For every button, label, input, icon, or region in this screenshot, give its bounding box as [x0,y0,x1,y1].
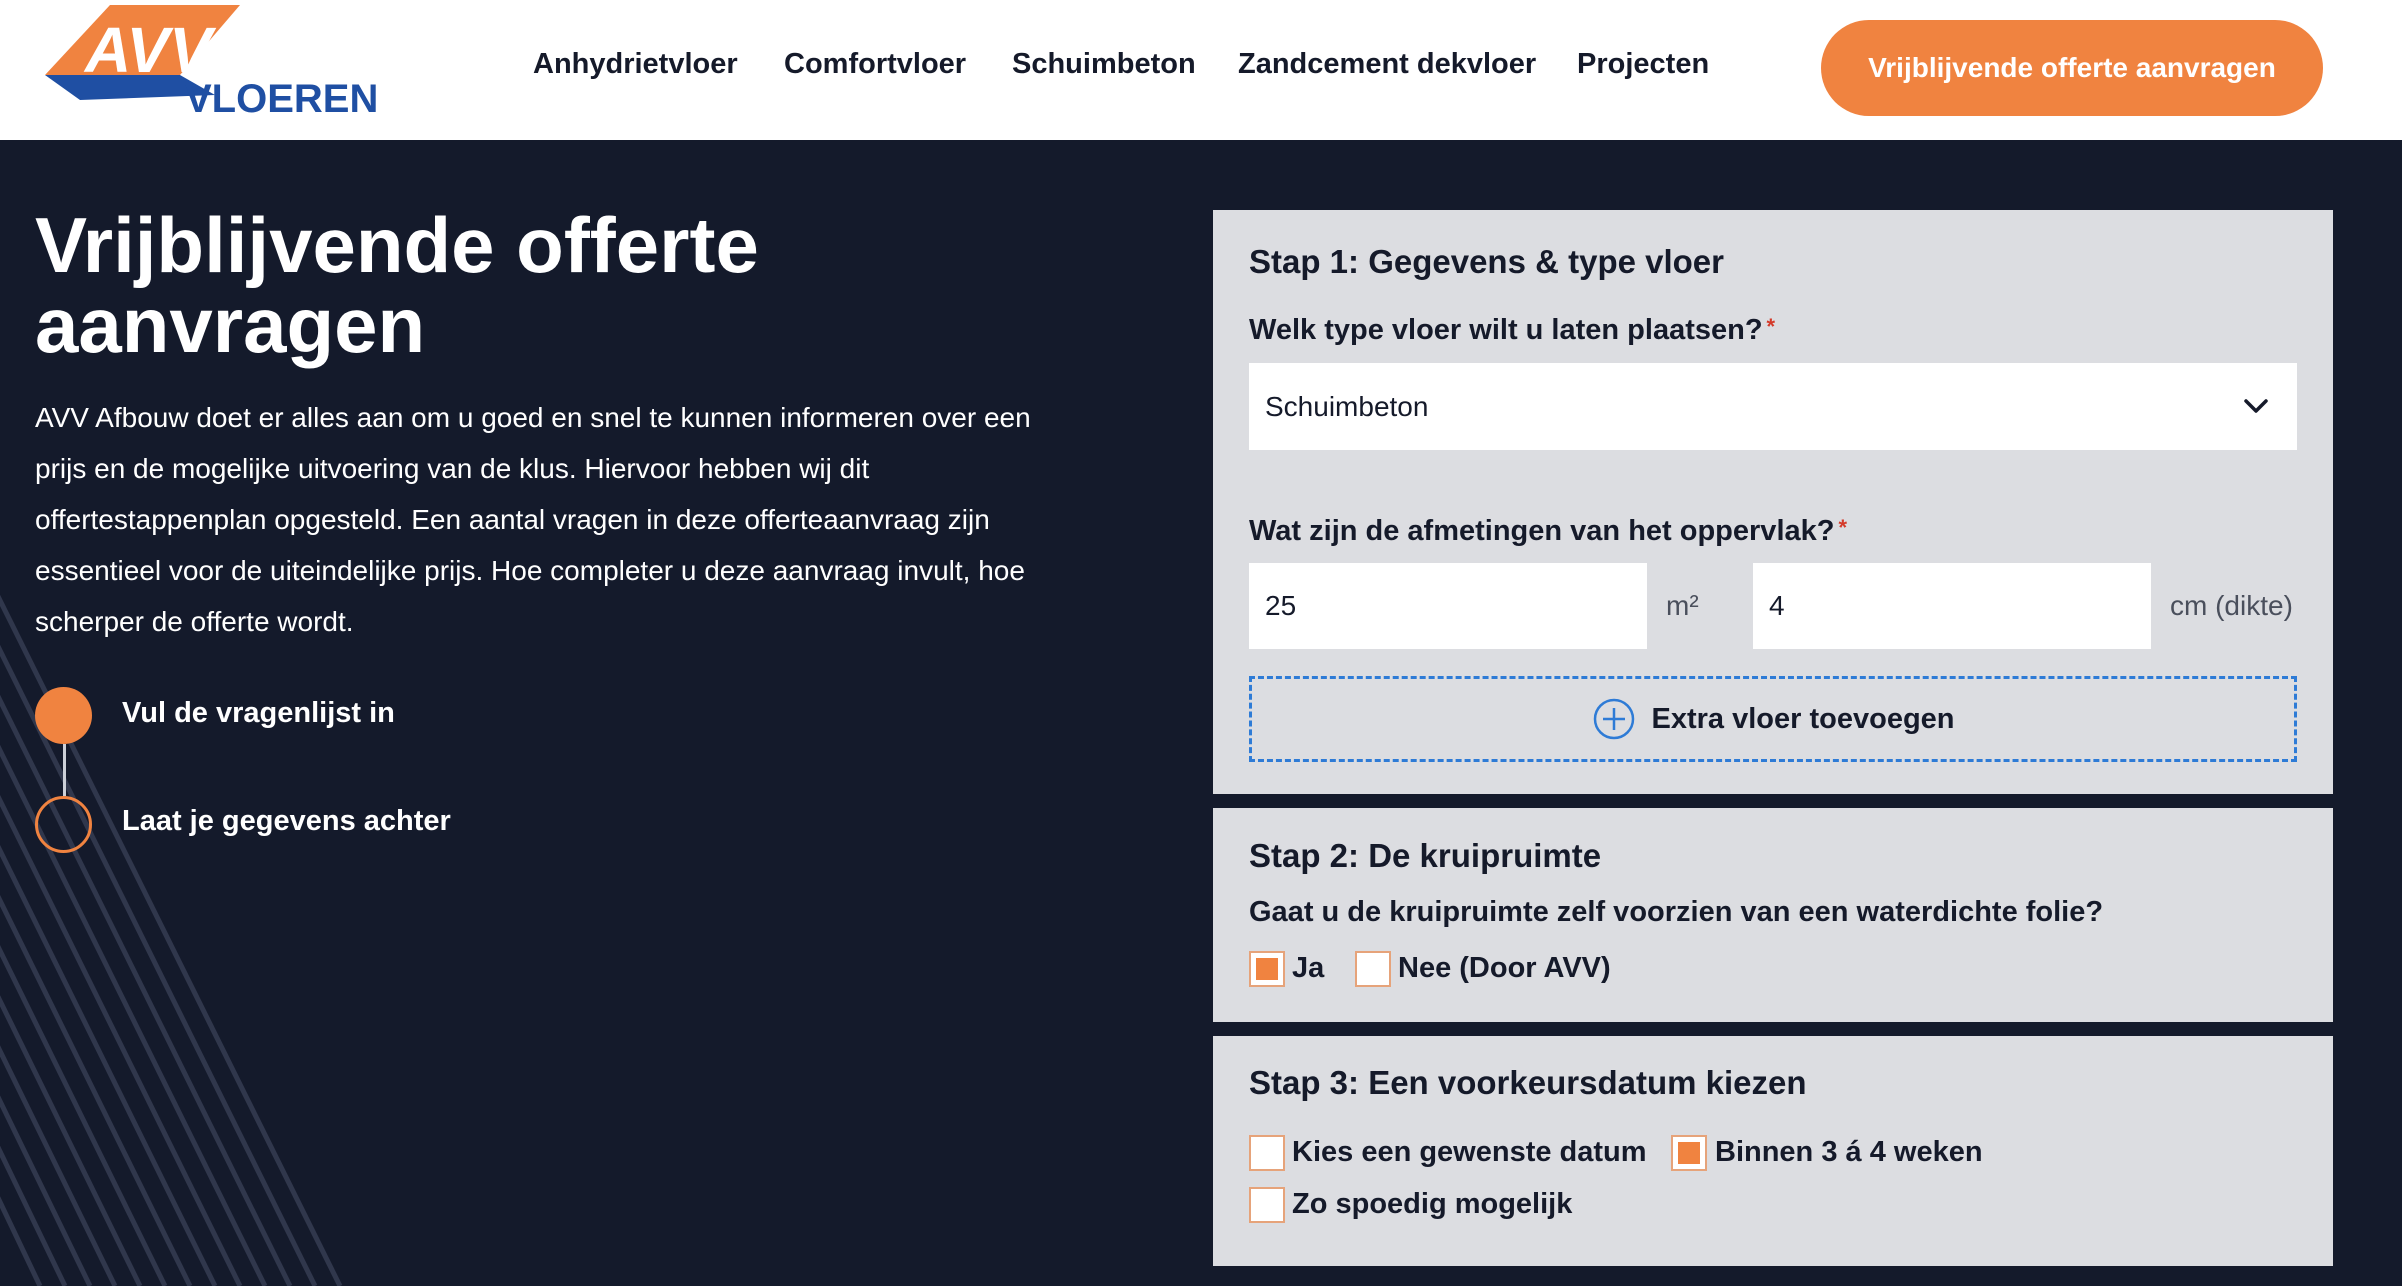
dimensions-label: Wat zijn de afmetingen van het oppervlak? * [1249,515,1848,547]
form-step-2 [1213,808,2333,1022]
checkbox-asap-label[interactable]: Zo spoedig mogelijk [1292,1188,1573,1220]
step-indicator-inactive [35,796,92,853]
nav-schuimbeton[interactable]: Schuimbeton [1012,48,1196,80]
plus-circle-icon [1592,697,1636,741]
nav-zandcement-dekvloer[interactable]: Zandcement dekvloer [1238,48,1537,80]
step-1-title: Stap 1: Gegevens & type vloer [1249,243,1725,280]
checkbox-ja[interactable] [1249,951,1285,987]
add-floor-button[interactable] [1249,676,2297,762]
checkbox-within-3-4-weeks[interactable] [1671,1135,1707,1171]
svg-text:VLOEREN: VLOEREN [185,77,379,121]
chevron-down-icon [2243,395,2269,417]
floor-type-select[interactable] [1249,363,2297,450]
thickness-unit: cm (dikte) [2170,590,2293,621]
floor-type-label: Welk type vloer wilt u laten plaatsen? * [1249,314,1776,346]
checkbox-asap[interactable] [1249,1187,1285,1223]
request-quote-button[interactable]: Vrijblijvende offerte aanvragen [1821,20,2323,116]
checkbox-ja-label[interactable]: Ja [1292,952,1325,984]
intro-text: AVV Afbouw doet er alles aan om u goed en snel te kunnen informeren over een prijs en de mogelijke uitvoering van de klus. Hiervoor hebben wij dit offertestappenplan opgesteld. Een aantal vragen in deze offerteaanvraag zijn essentieel voor de uiteindelijke prijs. Hoe completer u deze aanvraag invult, hoe scherper de offerte wordt. [35,402,1031,637]
nav-anhydrietvloer[interactable]: Anhydrietvloer [533,48,738,80]
step-label-questionnaire: Vul de vragenlijst in [122,697,395,729]
floor-type-value: Schuimbeton [1265,390,1429,422]
nav-comfortvloer[interactable]: Comfortvloer [784,48,967,80]
required-mark: * [1766,314,1776,339]
form-step-1 [1213,210,2333,794]
add-floor-label: Extra vloer toevoegen [1651,702,1955,735]
step-label-details: Laat je gegevens achter [122,805,451,837]
site-header [0,0,2402,140]
checkbox-choose-date[interactable] [1249,1135,1285,1171]
checkbox-choose-date-label[interactable]: Kies een gewenste datum [1292,1136,1647,1168]
area-input[interactable]: 25 [1249,563,1647,649]
checkbox-within-3-4-weeks-label[interactable]: Binnen 3 á 4 weken [1715,1136,1983,1168]
area-unit: m² [1666,590,1699,621]
nav-projecten[interactable]: Projecten [1577,48,1710,80]
checkbox-nee-label[interactable]: Nee (Door AVV) [1398,952,1611,984]
step-2-title: Stap 2: De kruipruimte [1249,837,1602,874]
step-indicator-active [35,687,92,744]
page-title: Vrijblijvende offerte aanvragen [35,201,759,369]
avv-vloeren-logo[interactable] [40,0,380,130]
form-step-3 [1213,1036,2333,1266]
crawlspace-question: Gaat u de kruipruimte zelf voorzien van een waterdichte folie? [1249,896,2104,928]
svg-text:AVV: AVV [85,14,212,86]
checkbox-nee[interactable] [1355,951,1391,987]
required-mark: * [1838,515,1848,540]
step-3-title: Stap 3: Een voorkeursdatum kiezen [1249,1064,1807,1101]
thickness-input[interactable]: 4 [1753,563,2151,649]
steps-connector [63,744,66,796]
